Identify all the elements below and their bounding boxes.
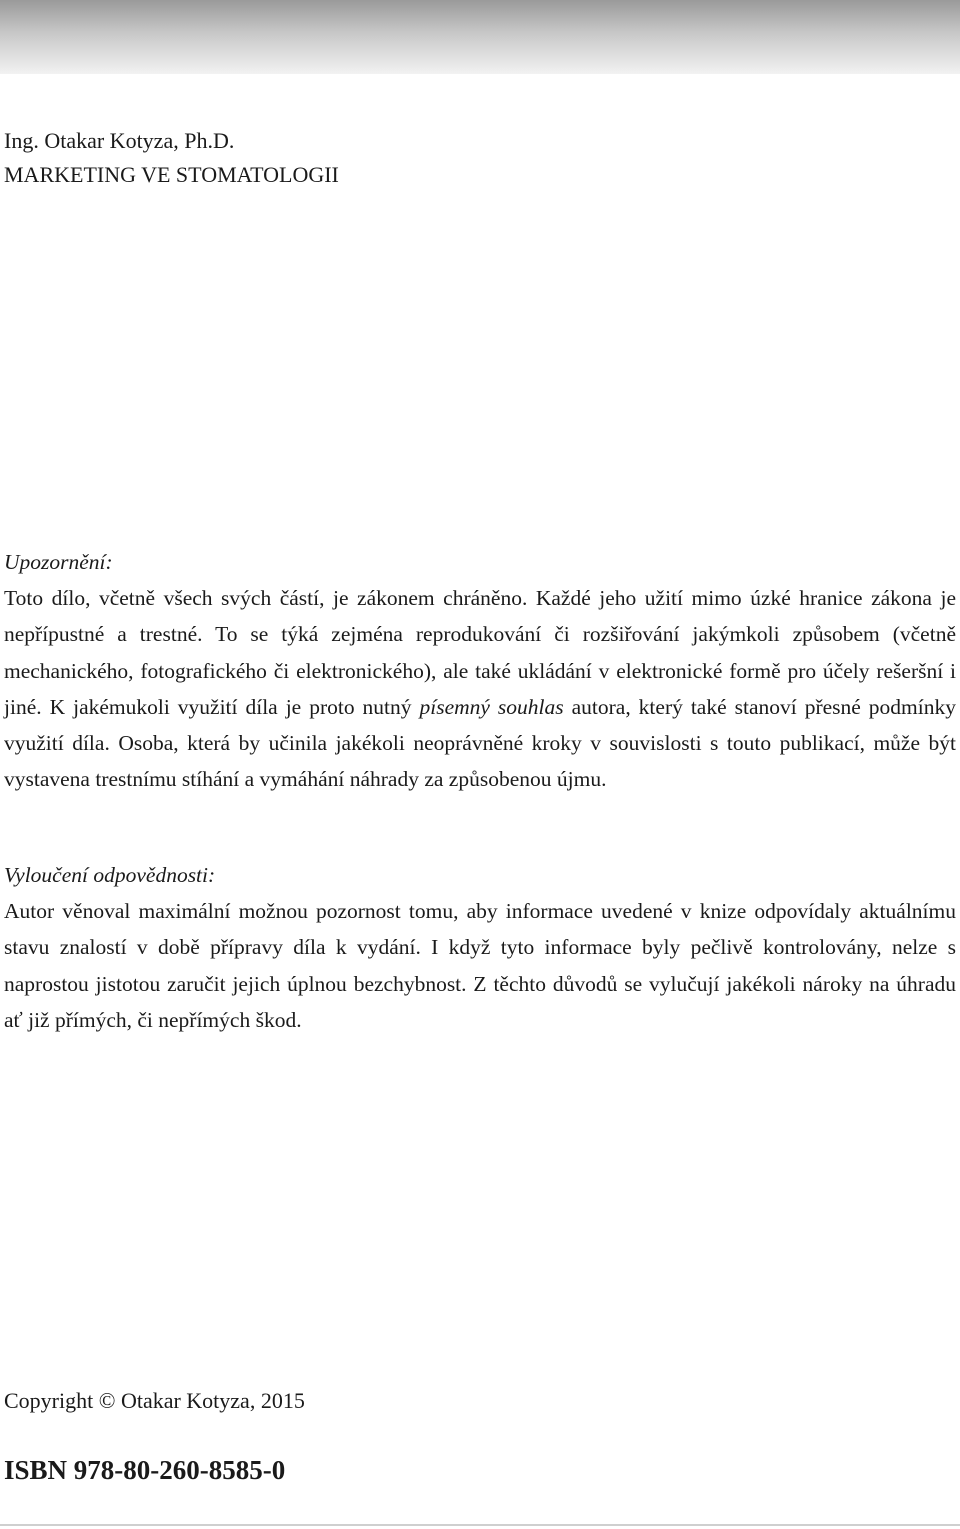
author-name: Ing. Otakar Kotyza, Ph.D.: [4, 128, 235, 153]
disclaimer-paragraph: Autor věnoval maximální možnou pozornost tomu, aby informace uvedené v knize odpovídaly aktuálnímu stavu znalostí v době přípravy díla k vydání. I když tyto informace byly pečlivě kontrolovány, nelze s naprostou jistotou zaručit jejich úplnou bezchybnost. Z těchto důvodů se vylučují jakékoli nároky na úhradu ať již přímých, či nepřímých škod.: [4, 899, 956, 1032]
warning-paragraph: [4, 580, 956, 797]
bottom-divider: [0, 1524, 960, 1526]
copyright-notice: Copyright © Otakar Kotyza, 2015: [4, 1388, 305, 1413]
warning-text-part-2: autora, který také stanoví přesné podmínky využití díla. Osoba, která by učinila jakékoli neoprávněné kroky v souvislosti s touto publikací, může být vystavena trestnímu stíhání a vymáhání náhrady za způsobenou újmu.: [4, 694, 956, 792]
copyright-warning-section: [4, 544, 956, 797]
book-title: MARKETING VE STOMATOLOGII: [4, 162, 339, 187]
disclaimer-heading: Vyloučení odpovědnosti:: [4, 863, 216, 887]
book-header: [4, 124, 339, 192]
disclaimer-section: [4, 857, 956, 1038]
top-gradient-band: [0, 0, 960, 74]
warning-heading: Upozornění:: [4, 550, 113, 574]
written-consent-emphasis: písemný souhlas: [419, 694, 564, 719]
warning-text-part-1: Toto dílo, včetně všech svých částí, je zákonem chráněno. Každé jeho užití mimo úzké hranice zákona je nepřípustné a trestné. To se týká zejména reprodukování či rozšiřování jakýmkoli způsobem (včetně mechanického, fotografického či elektronického), ale také ukládání v elektronické formě pro účely rešeršní i jiné. K jakémukoli využití díla je proto nutný: [4, 586, 956, 719]
isbn-number: ISBN 978-80-260-8585-0: [4, 1455, 286, 1485]
